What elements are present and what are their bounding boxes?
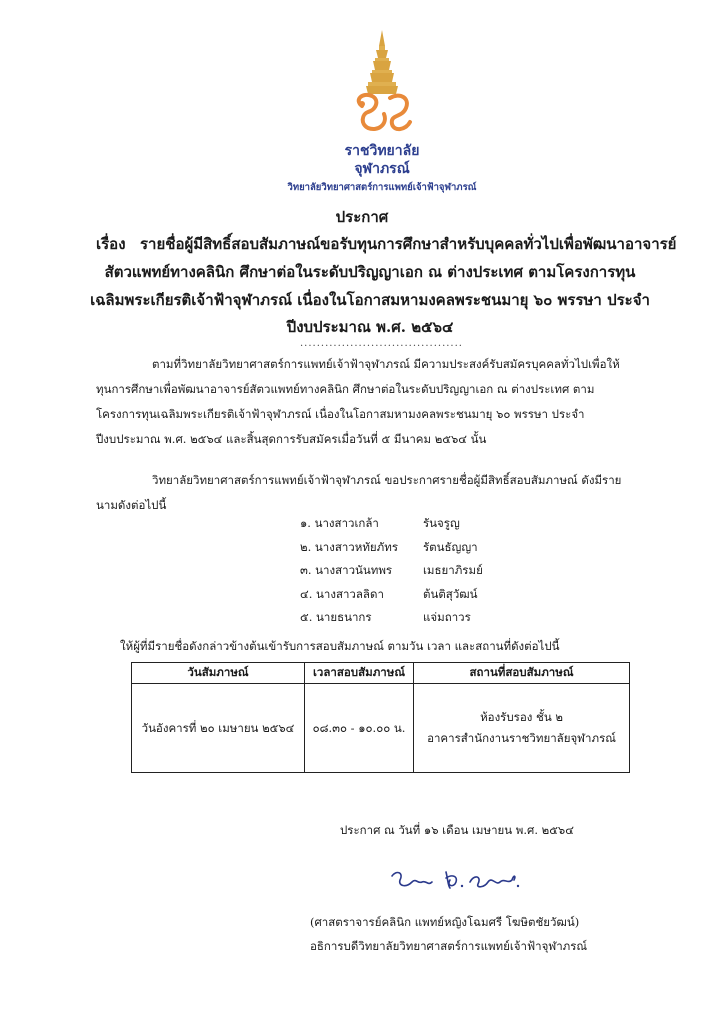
list-item xyxy=(300,606,560,630)
header-time: เวลาสอบสัมภาษณ์ xyxy=(305,663,414,684)
schedule-table xyxy=(131,662,630,773)
org-name-line1: ราชวิทยาลัย xyxy=(344,143,420,159)
place-line1: ห้องรับรอง ชั้น ๒ xyxy=(480,710,563,724)
candidate-last-name: รันจรูญ xyxy=(423,516,460,530)
paragraph1-line3: โครงการทุนเฉลิมพระเกียรติเจ้าฟ้าจุฬาภรณ์ เนื่องในโอกาสมหามงคลพระชนมายุ ๖๐ พรรษา ประจำ xyxy=(96,407,585,421)
candidate-last-name: เมธยาภิรมย์ xyxy=(423,563,483,577)
signer-name: (ศาสตราจารย์คลินิก แพทย์หญิงโฉมศรี โฆษิตชัยวัฒน์) xyxy=(310,915,580,929)
signature-icon xyxy=(386,862,526,898)
candidate-last-name: รัตนธัญญา xyxy=(423,539,478,554)
crown-emblem-icon xyxy=(332,28,432,138)
candidate-first-name: ๕. นายธนากร xyxy=(300,610,372,624)
subject-line-4: ปีงบประมาณ พ.ศ. ๒๕๖๔ xyxy=(286,318,454,336)
candidate-last-name: แจ่มถาวร xyxy=(423,610,471,624)
subject-label: เรื่อง xyxy=(96,235,126,253)
announcement-title: ประกาศ xyxy=(335,208,389,226)
candidate-list xyxy=(300,512,560,630)
table-row xyxy=(132,684,630,773)
cell-time: ๐๘.๓๐ - ๑๐.๐๐ น. xyxy=(305,684,414,773)
paragraph1-line2: ทุนการศึกษาเพื่อพัฒนาอาจารย์สัตวแพทย์ทางคลินิก ศึกษาต่อในระดับปริญญาเอก ณ ต่างประเทศ ตาม xyxy=(96,382,595,396)
org-subtitle: วิทยาลัยวิทยาศาสตร์การแพทย์เจ้าฟ้าจุฬาภรณ์ xyxy=(287,182,477,193)
paragraph1-line1: ตามที่วิทยาลัยวิทยาศาสตร์การแพทย์เจ้าฟ้าจุฬาภรณ์ มีความประสงค์รับสมัครบุคคลทั่วไปเพื่อให้ xyxy=(152,357,620,371)
candidate-first-name: ๔. นางสาวลลิดา xyxy=(300,586,384,601)
cell-date: วันอังคารที่ ๒๐ เมษายน ๒๕๖๔ xyxy=(132,684,305,773)
paragraph1-line4: ปีงบประมาณ พ.ศ. ๒๕๖๔ และสิ้นสุดการรับสมัครเมื่อวันที่ ๕ มีนาคม ๒๕๖๔ นั้น xyxy=(96,432,487,446)
paragraph2-line2: นามดังต่อไปนี้ xyxy=(96,498,167,512)
header-date: วันสัมภาษณ์ xyxy=(132,663,305,684)
candidate-first-name: ๒. นางสาวหทัยภัทร xyxy=(300,539,398,554)
announced-date: ประกาศ ณ วันที่ ๑๖ เดือน เมษายน พ.ศ. ๒๕๖๔ xyxy=(340,823,574,837)
org-name-line2: จุฬาภรณ์ xyxy=(354,161,410,177)
list-item xyxy=(300,512,560,536)
schedule-intro: ให้ผู้ที่มีรายชื่อดังกล่าวข้างต้นเข้ารับการสอบสัมภาษณ์ ตามวัน เวลา และสถานที่ดังต่อไปนี้ xyxy=(120,639,560,653)
institution-logo xyxy=(282,28,482,198)
subject-line-3: เฉลิมพระเกียรติเจ้าฟ้าจุฬาภรณ์ เนื่องในโอกาสมหามงคลพระชนมายุ ๖๐ พรรษา ประจำ xyxy=(90,291,650,309)
cell-place xyxy=(414,684,630,773)
list-item xyxy=(300,536,560,560)
subject-line-2: สัตวแพทย์ทางคลินิก ศึกษาต่อในระดับปริญญาเอก ณ ต่างประเทศ ตามโครงการทุน xyxy=(104,263,636,281)
list-item xyxy=(300,559,560,583)
subject-line-1: รายชื่อผู้มีสิทธิ์สอบสัมภาษณ์ขอรับทุนการศึกษาสำหรับบุคคลทั่วไปเพื่อพัฒนาอาจารย์ xyxy=(140,235,677,253)
paragraph2-line1: วิทยาลัยวิทยาศาสตร์การแพทย์เจ้าฟ้าจุฬาภรณ์ ขอประกาศรายชื่อผู้มีสิทธิ์สอบสัมภาษณ์ ดังมีราย xyxy=(152,473,622,487)
candidate-first-name: ๓. นางสาวนันทพร xyxy=(300,563,393,577)
list-item xyxy=(300,583,560,607)
candidate-first-name: ๑. นางสาวเกล้า xyxy=(300,516,379,530)
table-header-row xyxy=(132,663,630,684)
candidate-last-name: ต้นติสุวัฒน์ xyxy=(423,586,478,601)
place-line2: อาคารสำนักงานราชวิทยาลัยจุฬาภรณ์ xyxy=(427,731,616,745)
signer-title: อธิการบดีวิทยาลัยวิทยาศาสตร์การแพทย์เจ้าฟ้าจุฬาภรณ์ xyxy=(310,939,588,953)
separator: ....................................... xyxy=(300,338,463,349)
header-place: สถานที่สอบสัมภาษณ์ xyxy=(414,663,630,684)
